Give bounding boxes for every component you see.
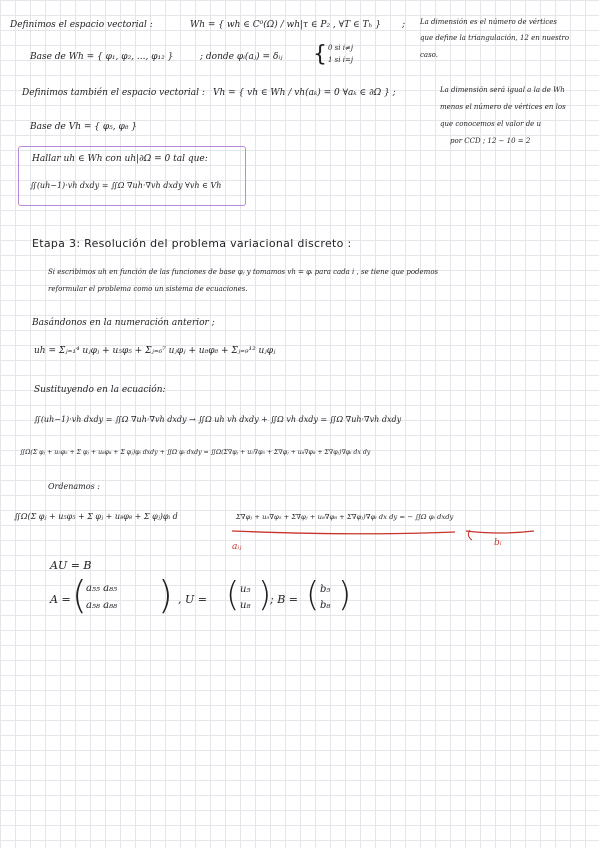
box-line-1: Hallar uh ∈ Wh con uh|∂Ω = 0 tal que: [32, 154, 208, 164]
matrix-a-row1: a₅₅ a₈₅ [86, 583, 118, 594]
ordenamos-note: Ordenamos : [48, 482, 100, 491]
ordered-left: ∬Ω(Σ φⱼ + u₅φ₅ + Σ φⱼ + u₈φ₈ + Σ φⱼ)φᵢ d [14, 512, 178, 521]
side-note-2-line3: que conocemos el valor de u [440, 120, 542, 128]
donde-delta: ; donde φᵢ(aⱼ) = δᵢⱼ [200, 52, 283, 62]
base-wh: Base de Wh = { φ₁, φ₂, ..., φ₁₂ } [30, 52, 174, 62]
separator: ; [402, 20, 406, 30]
etapa-paragraph-line1: Si escribimos uh en función de las funciones de base φⱼ y tomamos vh = φᵢ para cada i , se tiene que podemos [48, 268, 439, 276]
matrix-b-row1: b₅ [320, 584, 331, 595]
paren-right-icon: ) [338, 575, 352, 615]
side-note-2-line1: La dimensión será igual a la de Wh [440, 86, 565, 94]
wh-definition: Wh = { wh ∈ C⁰(Ω) / wh|τ ∈ P₂ , ∀T ∈ Tₕ } [190, 20, 381, 30]
matrix-u-row1: u₅ [240, 584, 251, 595]
substitution-eq-1: ∬(uh−1)·vh dxdy = ∬Ω ∇uh·∇vh dxdy → ∬Ω uh vh dxdy + ∬Ω vh dxdy = ∬Ω ∇uh·∇vh dxdy [34, 415, 402, 424]
paren-left-icon: ( [306, 575, 320, 615]
paren-right-icon: ) [158, 573, 173, 617]
delta-case-1: 1 si i=j [328, 56, 354, 64]
numeracion-note: Basándonos en la numeración anterior ; [32, 318, 215, 328]
matrix-b-label: ; B = [270, 593, 298, 606]
vh-definition: Vh = { vh ∈ Wh / vh(aₖ) = 0 ∀aₖ ∈ ∂Ω } ; [213, 88, 396, 98]
delta-case-0: 0 si i≠j [328, 44, 354, 52]
side-note-1-line2: que define la triangulación, 12 en nuestro [420, 34, 570, 42]
matrix-b-row2: b₈ [320, 600, 331, 611]
matrix-a-label: A = [50, 593, 71, 606]
side-note-1-line1: La dimensión es el número de vértices [420, 18, 557, 26]
uh-expansion: uh = Σⱼ₌₁⁴ uⱼφⱼ + u₅φ₅ + Σⱼ₌₆⁷ uⱼφⱼ + u₈φ₈ + Σⱼ₌₉¹² uⱼφⱼ [34, 346, 276, 356]
sustituyendo-note: Sustituyendo en la ecuación: [34, 385, 166, 395]
side-note-2-line2: menos el número de vértices en los [440, 103, 566, 111]
matrix-u-row2: u₈ [240, 600, 251, 611]
etapa-paragraph-line2: reformular el problema como un sistema de ecuaciones. [48, 285, 248, 293]
line-definimos-vh: Definimos también el espacio vectorial : [22, 88, 205, 98]
side-note-1-line3: caso. [420, 51, 439, 59]
label-bi: bᵢ [494, 538, 502, 548]
substitution-eq-2: ∬Ω(Σ φⱼ + u₅φ₅ + Σ φⱼ + u₈φ₈ + Σ φⱼ)φᵢ dxdy + ∬Ω φᵢ dxdy = ∬Ω(Σ∇φⱼ + u₅∇φ₅ + Σ∇φⱼ + u₈∇φ₈ + Σ∇φⱼ)∇φᵢ dx dy [20, 449, 371, 456]
matrix-a-row2: a₅₈ a₈₈ [86, 600, 118, 611]
paren-left-icon: ( [226, 575, 240, 615]
paren-left-icon: ( [72, 573, 87, 617]
base-vh: Base de Vh = { φ₅, φ₈ } [30, 122, 138, 132]
paren-right-icon: ) [258, 575, 272, 615]
box-line-2: ∬(uh−1)·vh dxdy = ∬Ω ∇uh·∇vh dxdy ∀vh ∈ Vh [30, 181, 222, 190]
brace-icon: { [313, 42, 327, 67]
ordered-right: Σ∇φⱼ + u₅∇φ₅ + Σ∇φⱼ + u₈∇φ₈ + Σ∇φⱼ)∇φᵢ dx dy = − ∬Ω φᵢ dxdy [236, 513, 454, 521]
etapa-3-title: Etapa 3: Resolución del problema variacional discreto : [32, 237, 352, 250]
label-aij: aᵢⱼ [232, 542, 242, 552]
line-definimos-wh: Definimos el espacio vectorial : [10, 20, 153, 30]
matrix-u-label: , U = [178, 593, 207, 606]
side-note-2-line4: por CCD ; 12 − 10 = 2 [450, 137, 531, 145]
system-equation: AU = B [50, 559, 92, 572]
